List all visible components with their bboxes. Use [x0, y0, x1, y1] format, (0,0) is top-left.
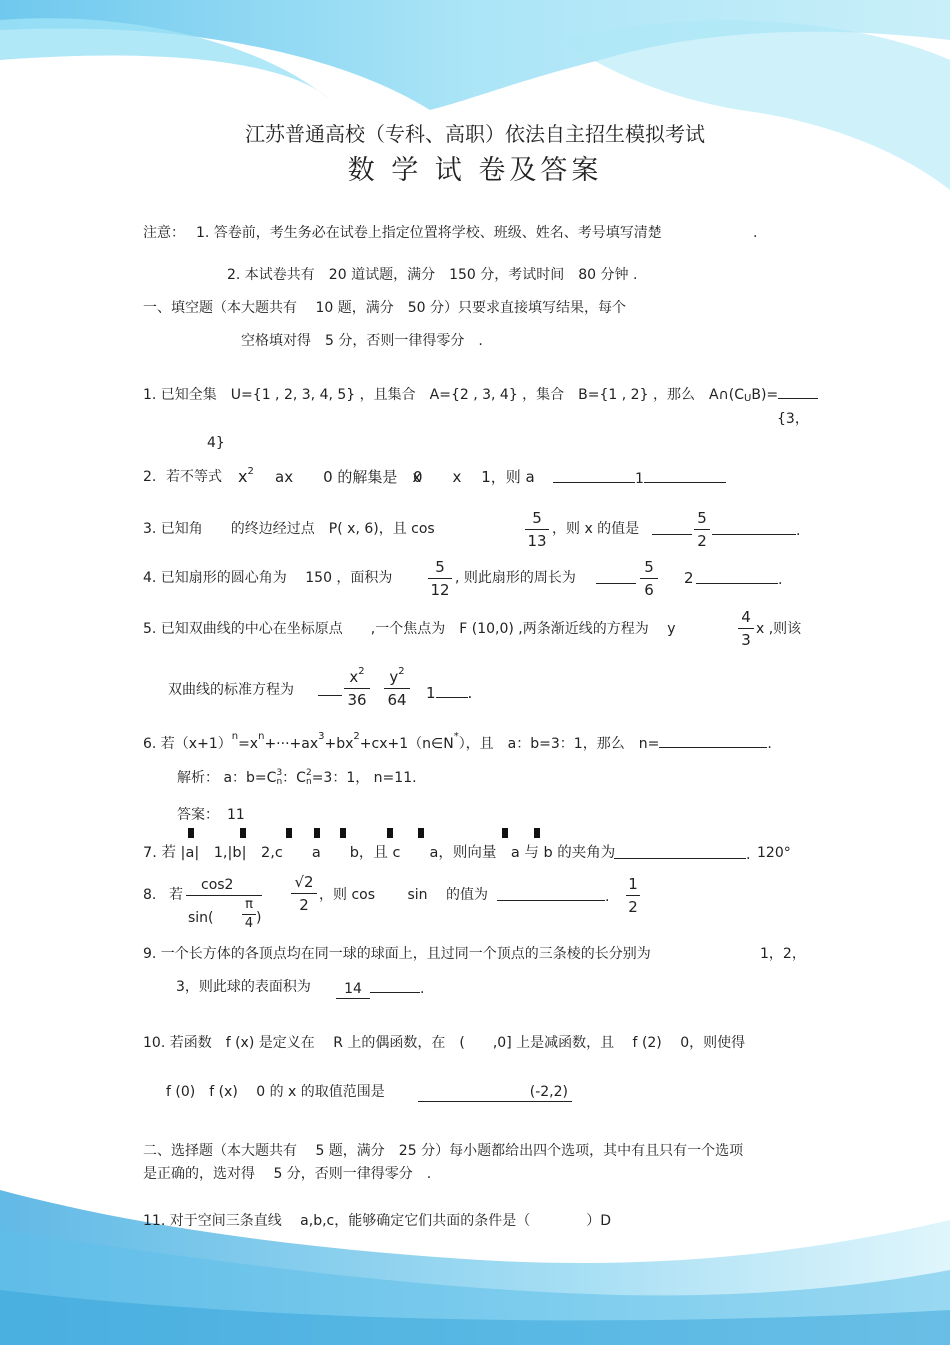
vector-arrow-icon	[387, 828, 393, 838]
q5-text: 5. 已知双曲线的中心在坐标原点 ,一个焦点为 F (10,0) ,两条渐近线的方程为 y	[143, 621, 676, 637]
q5-text-2: x ,则该	[756, 621, 802, 637]
q9-line-2: 3，则此球的表面积为	[176, 979, 311, 995]
q8-close-paren: )	[256, 910, 262, 926]
q5-tail: 1 .	[426, 684, 473, 702]
q2-answer: 1	[553, 468, 726, 488]
vector-arrow-icon	[340, 828, 346, 838]
q9-text: 9. 一个长方体的各顶点均在同一球的球面上，且过同一个顶点的三条棱的长分别为	[143, 946, 651, 962]
q6-answer: 11	[227, 807, 245, 823]
q5-fraction: 4 3	[738, 608, 754, 649]
q3-blank-left	[652, 520, 692, 540]
exam-title: 江苏普通高校（专科、高职）依法自主招生模拟考试	[245, 122, 705, 146]
q3-answer: 5 2	[694, 509, 710, 550]
vector-arrow-icon	[418, 828, 424, 838]
q8-number: 8.	[143, 887, 157, 903]
q2-text-3: 0 x 1，则 a	[413, 468, 535, 486]
q3-text-2: ，则 x 的值是	[552, 521, 640, 537]
q1-answer: {3，	[777, 411, 809, 427]
q1-text: 1. 已知全集 U={1 , 2, 3, 4, 5} ，且集合 A={2 , 3, 4} ，集合 B={1 , 2} ，那么 $A\cap(C_UB)=$	[143, 384, 818, 404]
section2-heading-2: 是正确的，选对得 5 分，否则一律得零分 .	[143, 1166, 432, 1182]
vector-arrow-icon	[502, 828, 508, 838]
q11-text: 11. 对于空间三条直线 a,b,c，能够确定它们共面的条件是（ ）D	[143, 1213, 612, 1229]
q2-x: $x^2$	[238, 466, 254, 486]
q7-blank: .	[614, 844, 750, 864]
q2-number: 2.	[143, 469, 157, 485]
vector-arrow-icon	[286, 828, 292, 838]
q3-text: 3. 已知角 的终边经过点 P( x, 6)，且 cos	[143, 521, 435, 537]
q8-answer: 1 2	[626, 875, 640, 916]
q4-answer: 5 6	[640, 558, 658, 599]
q8-text: ，则 cos sin 的值为	[319, 887, 488, 903]
q4-fraction: 5 12	[428, 558, 452, 599]
q3-blank-right: .	[712, 520, 800, 540]
section2-heading: 二、选择题（本大题共有 5 题，满分 25 分）每小题都给出四个选项，其中有且只有一个选项	[143, 1143, 744, 1159]
q8-blank: .	[497, 886, 609, 906]
q5-x-fraction: $x^2$ 36	[344, 668, 370, 709]
q3-fraction: 5 13	[525, 509, 549, 550]
q1-answer-end: 4}	[207, 435, 225, 451]
q6-text: 6. 若$(x+1)^n=x^n+\cdot\cdot\cdot+ax^3+bx^2+cx+1(n\in N^*)$，且 a：b=3：1，那么 n= .	[143, 731, 772, 752]
section1-heading: 一、填空题（本大题共有 10 题，满分 50 分）只要求直接填写结果，每个	[143, 300, 626, 316]
q8-ruo: 若	[169, 887, 183, 903]
q7-text: 7. 若 |a| 1,|b| 2,c a b，且 c a，则向量 a 与 b 的夹角为	[143, 845, 616, 861]
q10-answer: (-2,2)	[418, 1083, 572, 1102]
note-1: 1. 答卷前，考生务必在试卷上指定位置将学校、班级、姓名、考号填写清楚	[196, 225, 662, 241]
q8-sqrt-fraction: √2 2	[291, 873, 317, 914]
q5-y-fraction: $y^2$ 64	[384, 668, 410, 709]
q2-text: 若不等式	[166, 469, 222, 485]
q9-answer: 14 .	[336, 978, 424, 999]
q9-lengths: 1，2，	[760, 946, 806, 962]
q4-blank-left	[596, 569, 636, 589]
note-2: 2. 本试卷共有 20 道试题，满分 150 分，考试时间 80 分钟 .	[227, 267, 638, 283]
vector-arrow-icon	[188, 828, 194, 838]
q4-text: 4. 已知扇形的圆心角为 150 ，面积为	[143, 570, 393, 586]
q8-denominator: sin(	[188, 910, 214, 926]
section1-heading-2: 空格填对得 5 分，否则一律得零分 .	[241, 333, 483, 349]
vector-arrow-icon	[534, 828, 540, 838]
q4-blank-right: .	[696, 569, 782, 589]
q7-answer: 120°	[757, 845, 791, 861]
q10-text: 10. 若函数 f (x) 是定义在 R 上的偶函数，在 ( ,0] 上是减函数，且 f (2) 0，则使得	[143, 1035, 746, 1051]
q5-line-2: 双曲线的标准方程为	[168, 682, 294, 698]
q4-text-2: , 则此扇形的周长为	[455, 570, 576, 586]
q6-analysis: 解析： a：b=C 3 n ：C 2 n =3：1， n=11.	[177, 768, 417, 787]
vector-arrow-icon	[240, 828, 246, 838]
q10-line-2: f (0) f (x) 0 的 x 的取值范围是	[166, 1084, 385, 1100]
q2-text-2: ax 0 的解集是 x	[275, 468, 422, 486]
exam-subtitle: 数 学 试 卷及答案	[347, 155, 603, 186]
q5-blank-left	[318, 681, 342, 701]
notes-label: 注意：	[143, 225, 185, 241]
q4-answer-tail: 2	[684, 569, 694, 587]
vector-arrow-icon	[314, 828, 320, 838]
note-1-end: .	[753, 225, 758, 241]
q6-answer-label: 答案：	[177, 807, 219, 823]
q8-numerator: cos2	[201, 877, 234, 893]
q8-pi-fraction: π 4	[242, 898, 256, 931]
q8-fraction-bar	[186, 895, 262, 896]
